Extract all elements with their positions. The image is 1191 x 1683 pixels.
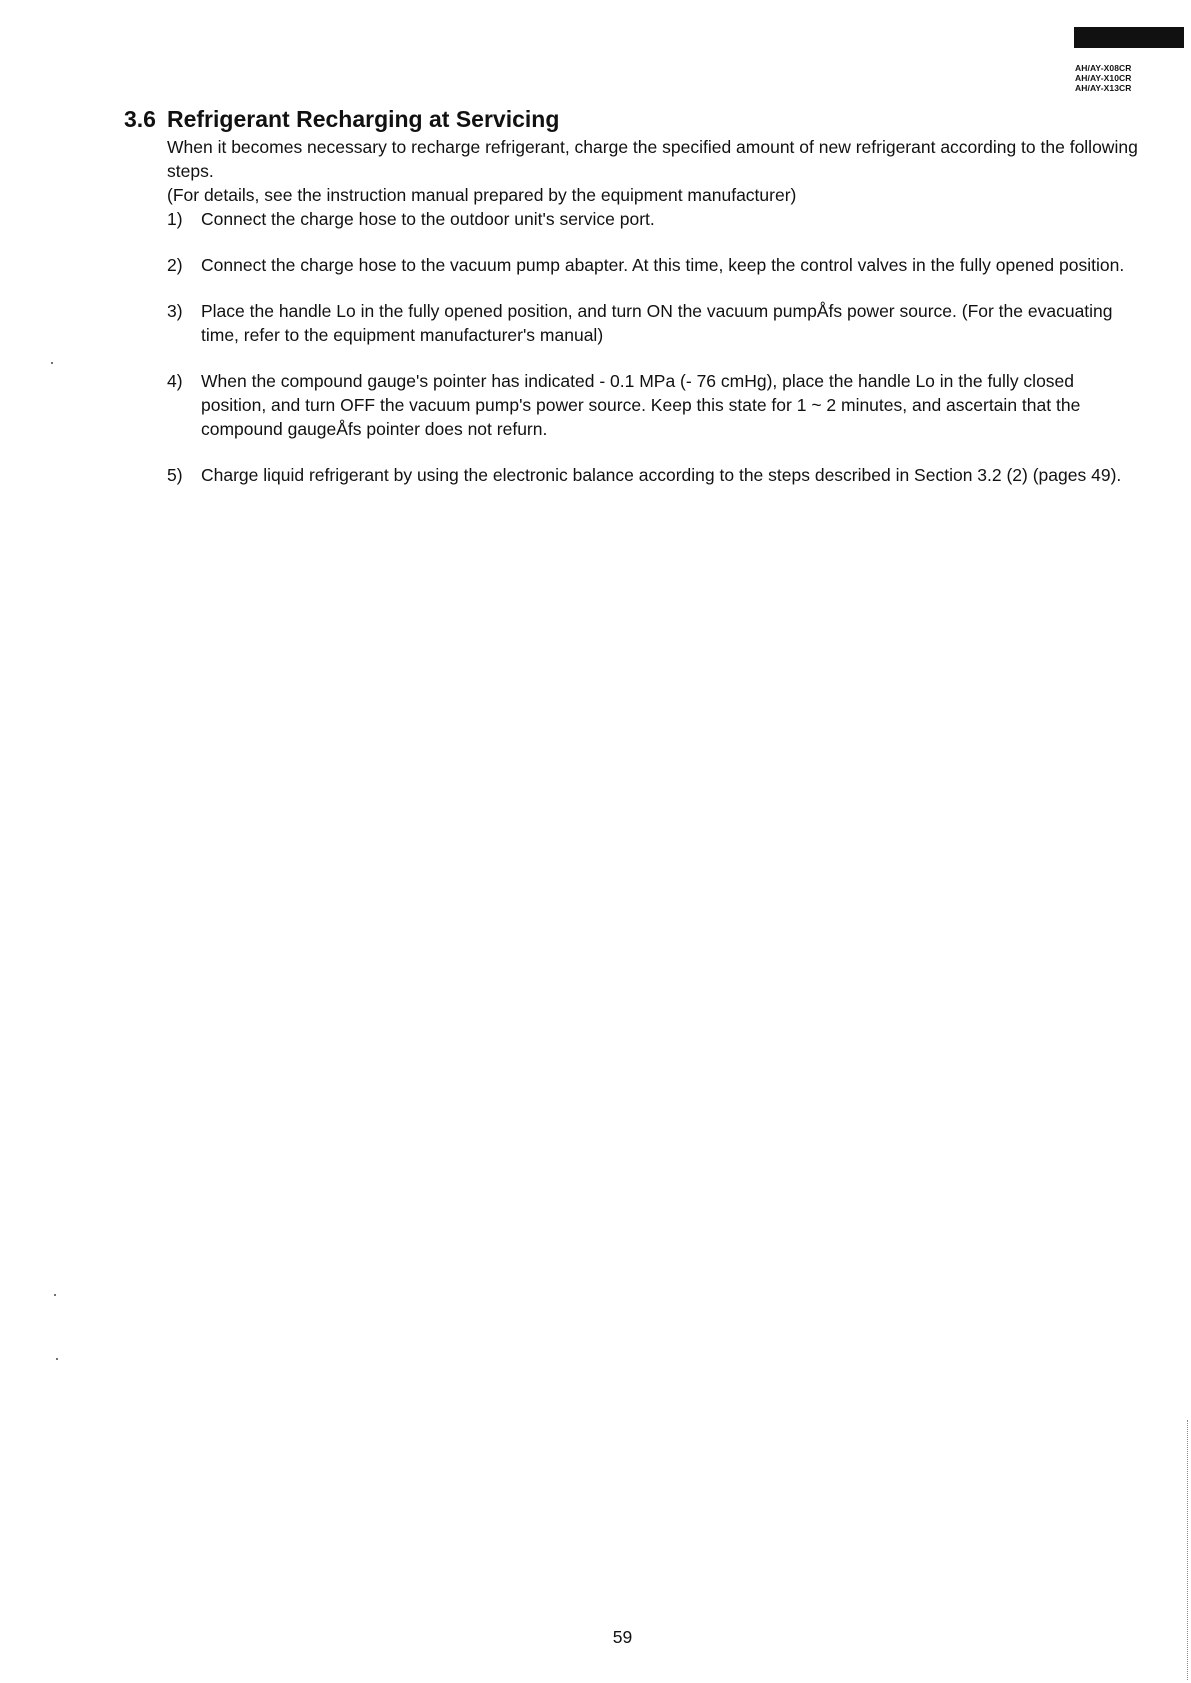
step-text: Connect the charge hose to the vacuum pump abapter. At this time, keep the control valves in the fully opened position.: [201, 255, 1125, 275]
step-item: [167, 299, 1139, 347]
steps-list: [167, 207, 1139, 487]
model-number: AH/AY-X08CR: [1075, 63, 1132, 73]
scan-edge-dots: [1187, 1420, 1189, 1680]
step-number: 4): [167, 371, 183, 391]
section-number: 3.6: [124, 106, 156, 132]
step-number: 5): [167, 465, 183, 485]
model-number: AH/AY-X13CR: [1075, 83, 1132, 93]
step-text: When the compound gauge's pointer has indicated - 0.1 MPa (- 76 cmHg), place the handle Lo in the fully closed position, and turn OFF the vacuum pump's power source. Keep this state for 1 ~ 2 minutes, and ascertain that the compound gaugeÅfs pointer does not refurn.: [201, 371, 1081, 439]
section-body: [167, 135, 1139, 487]
step-number: 1): [167, 209, 183, 229]
step-number: 3): [167, 301, 183, 321]
intro-paragraph: When it becomes necessary to recharge refrigerant, charge the specified amount of new refrigerant according to the following steps.: [167, 137, 1138, 181]
section-title: Refrigerant Recharging at Servicing: [167, 106, 560, 132]
intro-note: (For details, see the instruction manual prepared by the equipment manufacturer): [167, 185, 797, 205]
step-text: Charge liquid refrigerant by using the electronic balance according to the steps described in Section 3.2 (2) (pages 49).: [201, 465, 1122, 485]
step-item: [167, 207, 1139, 231]
step-item: [167, 463, 1139, 487]
scan-speck: [54, 1294, 56, 1296]
scan-speck: [51, 362, 53, 364]
section-heading: [124, 106, 559, 133]
step-number: 2): [167, 255, 183, 275]
header-black-tab: [1074, 27, 1184, 48]
step-item: [167, 369, 1139, 441]
step-item: [167, 253, 1139, 277]
step-text: Place the handle Lo in the fully opened position, and turn ON the vacuum pumpÅfs power source. (For the evacuating time, refer to the equipment manufacturer's manual): [201, 301, 1113, 345]
model-number: AH/AY-X10CR: [1075, 73, 1132, 83]
step-text: Connect the charge hose to the outdoor unit's service port.: [201, 209, 655, 229]
model-numbers: [1075, 63, 1132, 93]
page-number: 59: [612, 1627, 633, 1647]
scan-speck: [56, 1358, 58, 1360]
